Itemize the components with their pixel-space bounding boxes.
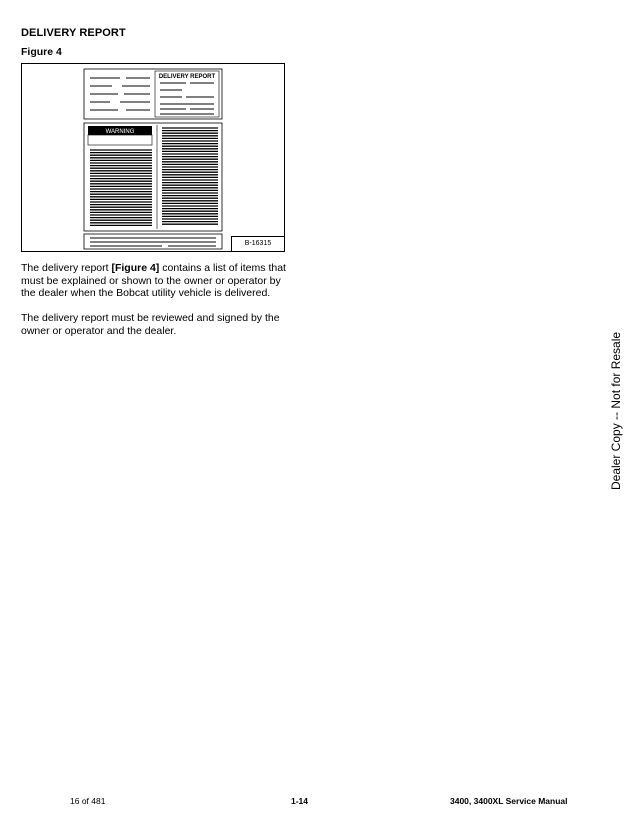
illus-warning-label: WARNING [105, 129, 135, 135]
paragraph-2: The delivery report must be reviewed and signed by the owner or operator and the dealer. [21, 312, 280, 337]
footer-page-count: 16 of 481 [70, 796, 106, 806]
footer-manual-title: 3400, 3400XL Service Manual [450, 796, 568, 806]
delivery-report-illustration [82, 68, 227, 250]
dealer-copy-notice: Dealer Copy -- Not for Resale [609, 331, 623, 490]
paragraph-1-start: The delivery report [21, 262, 112, 274]
paragraph-1 [21, 262, 286, 300]
figure-code: B-16315 [231, 236, 285, 252]
figure-label: Figure 4 [21, 46, 62, 58]
illus-doc-title: DELIVERY REPORT [158, 74, 216, 80]
section-heading: DELIVERY REPORT [21, 27, 126, 39]
figure-4-frame [21, 63, 285, 252]
figure-reference: [Figure 4] [111, 262, 160, 274]
paragraph-1-end: contains a list of items that must be explained or shown to the owner or operator by the dealer when the Bobcat utility vehicle is delivered. [21, 262, 286, 300]
footer-page-number: 1-14 [291, 796, 309, 806]
